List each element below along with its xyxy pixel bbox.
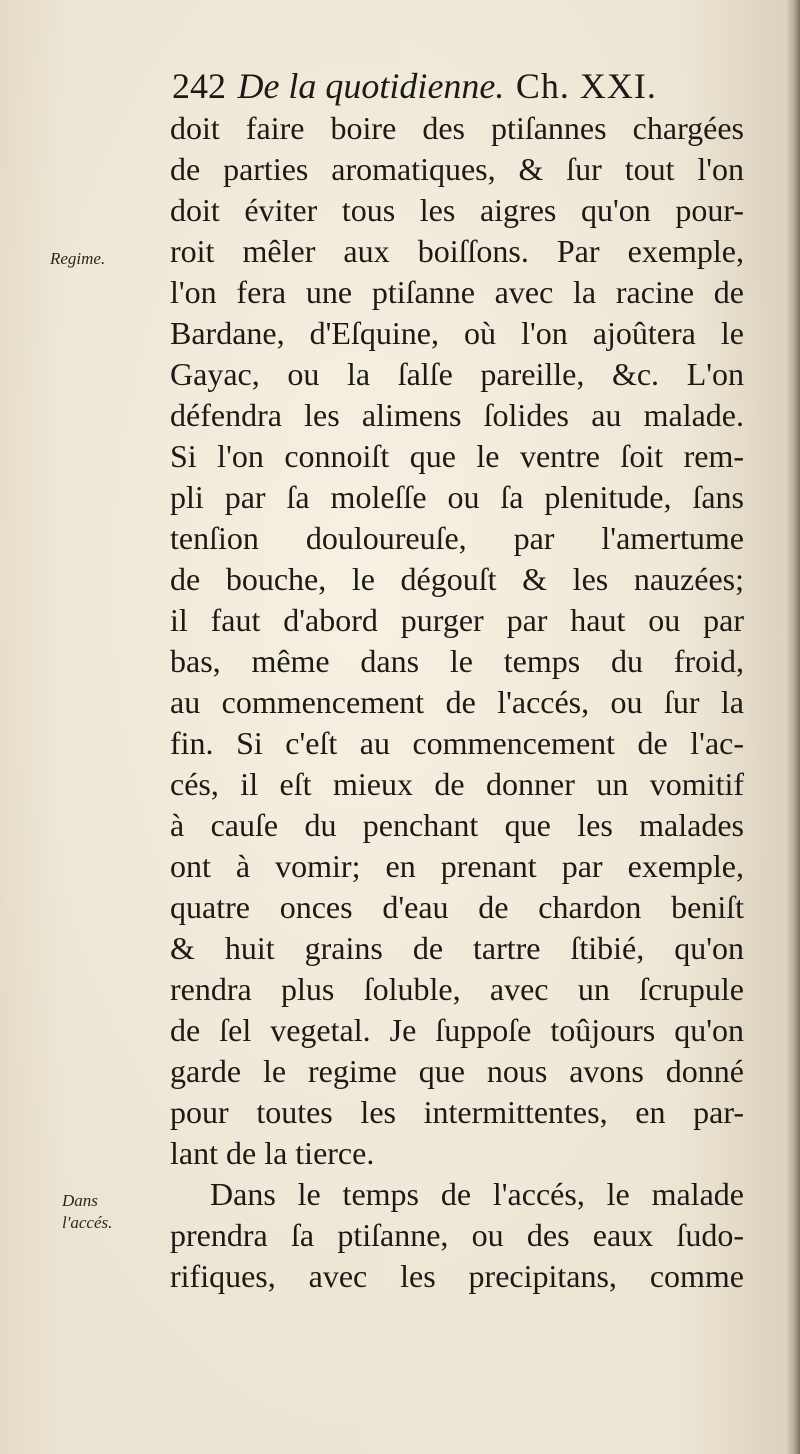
- margin-note-line: l'accés.: [62, 1213, 113, 1232]
- text-line: rifiques, avec les precipitans, comme: [170, 1258, 744, 1294]
- text-line: de parties aromatiques, & ſur tout l'on: [170, 151, 744, 187]
- text-line: fin. Si c'eſt au commencement de l'ac-: [170, 725, 744, 761]
- chapter-label: Ch. XXI.: [515, 66, 657, 106]
- text-line: doit faire boire des ptiſannes chargées: [170, 110, 744, 146]
- text-line: Gayac, ou la ſalſe pareille, &c. L'on: [170, 356, 744, 392]
- text-line: à cauſe du penchant que les malades: [170, 807, 744, 843]
- text-line: Dans le temps de l'accés, le malade: [210, 1176, 744, 1212]
- text-line: défendra les alimens ſolides au malade.: [170, 397, 744, 433]
- text-line: garde le regime que nous avons donné: [170, 1053, 744, 1089]
- text-line: cés, il eſt mieux de donner un vomitif: [170, 766, 744, 802]
- text-line: roit mêler aux boiſſons. Par exemple,: [170, 233, 744, 269]
- text-line: l'on fera une ptiſanne avec la racine de: [170, 274, 744, 310]
- text-line: bas, même dans le temps du froid,: [170, 643, 744, 679]
- page-number: 242: [172, 66, 226, 106]
- text-line: ont à vomir; en prenant par exemple,: [170, 848, 744, 884]
- text-line: de bouche, le dégouſt & les nauzées;: [170, 561, 744, 597]
- text-line: & huit grains de tartre ſtibié, qu'on: [170, 930, 744, 966]
- running-header: [172, 60, 772, 112]
- page-edge-shadow: [786, 0, 800, 1454]
- text-line: tenſion douloureuſe, par l'amertume: [170, 520, 744, 556]
- text-line: prendra ſa ptiſanne, ou des eaux ſudo-: [170, 1217, 744, 1253]
- text-line: doit éviter tous les aigres qu'on pour-: [170, 192, 744, 228]
- text-line: pour toutes les intermittentes, en par-: [170, 1094, 744, 1130]
- margin-note-dans-l-acces: [62, 1190, 152, 1234]
- text-line: au commencement de l'accés, ou ſur la: [170, 684, 744, 720]
- body-text: [170, 108, 744, 1297]
- text-line: pli par ſa moleſſe ou ſa plenitude, ſans: [170, 479, 744, 515]
- margin-note-regime: Regime.: [50, 249, 106, 268]
- text-line: il faut d'abord purger par haut ou par: [170, 602, 744, 638]
- text-line: quatre onces d'eau de chardon beniſt: [170, 889, 744, 925]
- text-line: Bardane, d'Eſquine, où l'on ajoûtera le: [170, 315, 744, 351]
- text-line: lant de la tierce.: [170, 1135, 375, 1171]
- margin-note-line: Dans: [62, 1191, 98, 1210]
- text-line: Si l'on connoiſt que le ventre ſoit rem-: [170, 438, 744, 474]
- running-title: De la quotidienne.: [237, 66, 505, 106]
- text-line: de ſel vegetal. Je ſuppoſe toûjours qu'on: [170, 1012, 744, 1048]
- text-line: rendra plus ſoluble, avec un ſcrupule: [170, 971, 744, 1007]
